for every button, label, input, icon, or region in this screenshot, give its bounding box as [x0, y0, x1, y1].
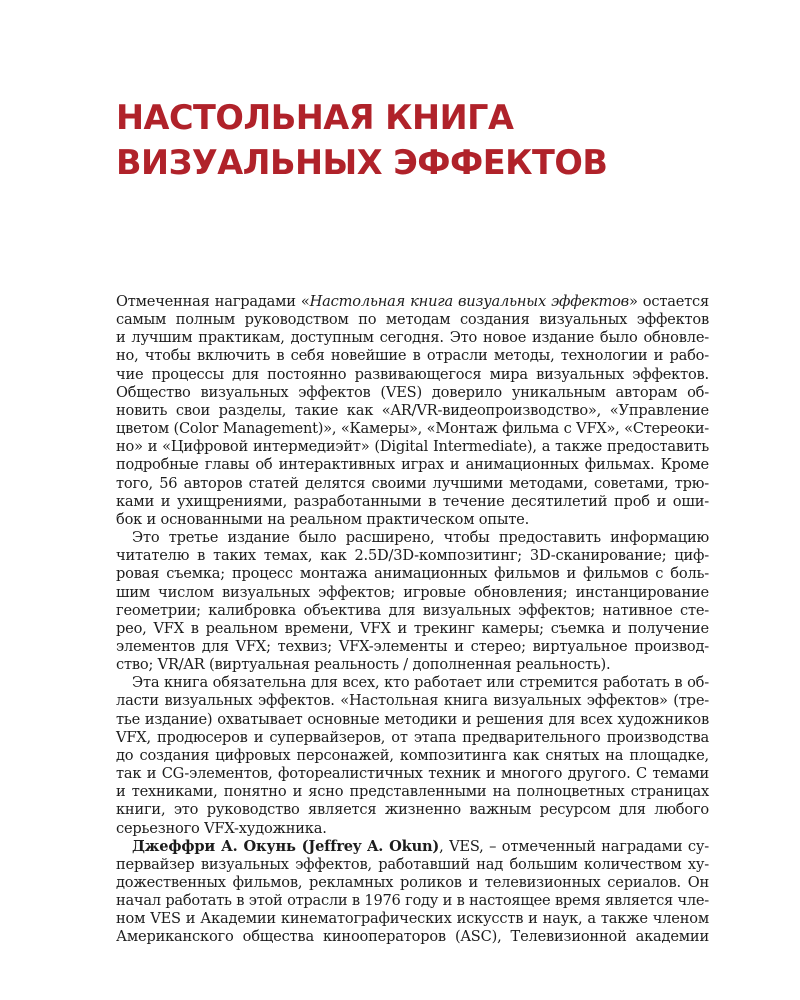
text-span: , VES, – отмеченный наградами су-	[439, 837, 709, 855]
text-line: серьезного VFX-художника.	[116, 819, 327, 837]
text-span: Отмеченная наградами «	[116, 293, 310, 310]
text-line: ками и ухищрениями, разработанными в течение десятилетий проб и оши-	[116, 492, 709, 510]
text-line: Это третье издание было расширено, чтобы предоставить информацию	[132, 529, 709, 547]
text-line: тье издание) охватывает основные методики и решения для всех художников	[116, 710, 709, 728]
text-line: читателю в таких темах, как 2.5D/3D-композитинг; 3D-сканирование; циф-	[116, 547, 709, 565]
text-line: новить свои разделы, такие как «AR/VR-видеопроизводство», «Управление	[116, 401, 709, 419]
text-line: и техниками, понятно и ясно представленными на полноцветных страницах	[116, 783, 709, 801]
text-line: Общество визуальных эффектов (VES) доверило уникальным авторам об-	[116, 383, 709, 401]
text-line: элементов для VFX; техвиз; VFX-элементы и стерео; виртуальное производ-	[116, 637, 709, 655]
text-line: начал работать в этой отрасли в 1976 году и в настоящее время является чле-	[116, 892, 709, 910]
text-line: дожественных фильмов, рекламных роликов и телевизионных сериалов. Он	[116, 874, 709, 891]
text-line: ровая съемка; процесс монтажа анимационных фильмов и фильмов с боль-	[116, 565, 709, 583]
text-line: Эта книга обязательна для всех, кто работает или стремится работать в об-	[132, 674, 709, 692]
text-line: шим числом визуальных эффектов; игровые обновления; инстанцирование	[116, 583, 709, 601]
text-line: чие процессы для постоянно развивающегося мира визуальных эффектов.	[116, 365, 709, 383]
text-line: первайзер визуальных эффектов, работавший над большим количеством ху-	[116, 855, 709, 873]
text-line: но, чтобы включить в себя новейшие в отрасли методы, технологии и рабо-	[116, 347, 709, 365]
text-line: цветом (Color Management)», «Камеры», «Монтаж фильма с VFX», «Стереоки-	[116, 420, 709, 438]
text-line: ство; VR/AR (виртуальная реальность / дополненная реальность).	[116, 656, 611, 674]
author-name: Джеффри А. Окунь (Jeffrey A. Okun)	[132, 837, 440, 855]
book-title-line-2: ВИЗУАЛЬНЫХ ЭФФЕКТОВ	[116, 143, 608, 182]
book-title	[116, 95, 716, 185]
paragraph-1	[116, 293, 709, 529]
text-line	[116, 838, 709, 856]
text-line: подробные главы об интерактивных играх и анимационных фильмах. Кроме	[116, 456, 709, 474]
paragraph-4-author-bio	[116, 838, 709, 947]
text-line: так и CG-элементов, фотореалистичных техник и многого другого. С темами	[116, 765, 709, 783]
text-line: самым полным руководством по методам создания визуальных эффектов	[116, 311, 709, 329]
book-description	[116, 293, 709, 947]
text-line	[116, 293, 709, 311]
book-title-line-1: НАСТОЛЬНАЯ КНИГА	[116, 98, 514, 137]
text-line: геометрии; калибровка объектива для визуальных эффектов; нативное сте-	[116, 601, 709, 619]
text-line: бок и основанными на реальном практическом опыте.	[116, 510, 530, 528]
text-line: до создания цифровых персонажей, композитинга как снятых на площадке,	[116, 746, 709, 764]
text-line: книги, это руководство является жизненно важным ресурсом для любого	[116, 801, 709, 819]
text-span: » остается	[628, 293, 709, 310]
text-line: того, 56 авторов статей делятся своими лучшими методами, советами, трю-	[116, 474, 709, 492]
text-line: ном VES и Академии кинематографических искусств и наук, а также членом	[116, 910, 709, 928]
book-title-italic: Настольная книга визуальных эффектов	[309, 293, 629, 310]
text-line: но» и «Цифровой интермедиэйт» (Digital Intermediate), а также предоставить	[116, 438, 709, 456]
text-line: рео, VFX в реальном времени, VFX и трекинг камеры; съемка и получение	[116, 619, 709, 637]
text-line: ласти визуальных эффектов. «Настольная книга визуальных эффектов» (тре-	[116, 692, 709, 710]
paragraph-2	[116, 529, 709, 674]
text-line: и лучшим практикам, доступным сегодня. Это новое издание было обновле-	[116, 329, 709, 347]
text-line: Американского общества кинооператоров (ASC), Телевизионной академии	[116, 928, 709, 946]
paragraph-3	[116, 674, 709, 837]
text-line: VFX, продюсеров и супервайзеров, от этапа предварительного производства	[116, 728, 709, 746]
